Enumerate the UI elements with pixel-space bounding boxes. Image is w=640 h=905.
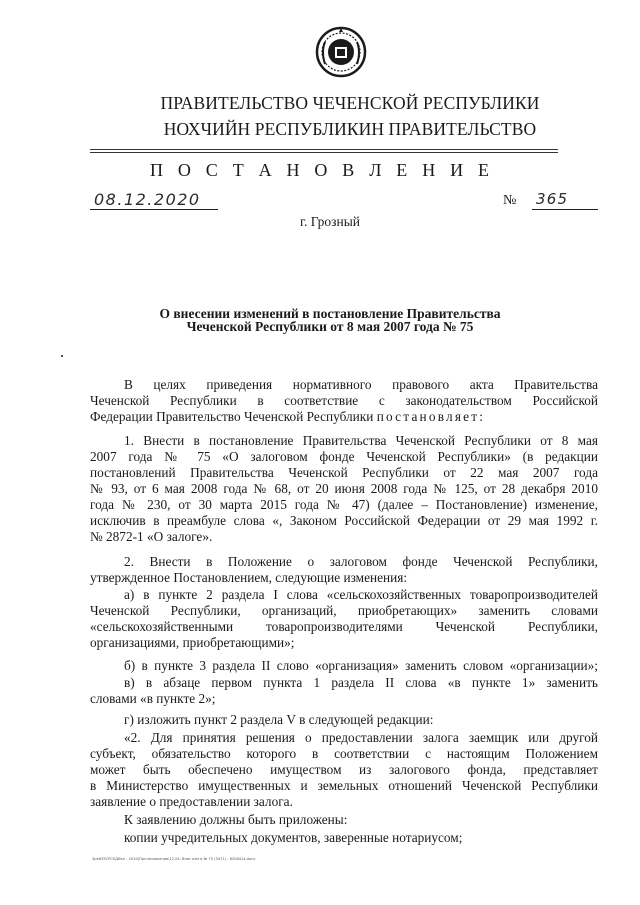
body-line: может быть обеспечено имуществом из залогового фонда, представляет: [90, 762, 598, 777]
document-type-title: П О С Т А Н О В Л Е Н И Е: [150, 160, 495, 180]
body-line: года № 230, от 30 марта 2015 года № 47) (далее – Постановление) изменение,: [90, 497, 598, 512]
body-line: копии учредительных документов, заверенные нотариусом;: [124, 830, 463, 845]
document-date-field: [90, 192, 218, 212]
document-date: 08.12.2020: [94, 190, 201, 209]
number-underline: [532, 209, 598, 210]
government-name-russian: ПРАВИТЕЛЬСТВО ЧЕЧЕНСКОЙ РЕСПУБЛИКИ: [160, 93, 540, 113]
government-name-chechen: НОХЧИЙН РЕСПУБЛИКИН ПРАВИТЕЛЬСТВО: [163, 119, 537, 139]
body-line: В целях приведения нормативного правового акта Правительства: [124, 377, 598, 392]
header-divider: [90, 152, 558, 153]
body-line: г) изложить пункт 2 раздела V в следующей редакции:: [124, 712, 434, 727]
body-line: 2. Внести в Положение о залоговом фонде Чеченской Республики,: [124, 554, 598, 569]
document-number-field: [532, 192, 598, 212]
document-subject-line: О внесении изменений в постановление Правительства: [159, 306, 501, 321]
date-underline: [90, 209, 218, 210]
document-number: 365: [536, 190, 569, 208]
body-line: организациями, приобретающими»;: [90, 635, 295, 650]
body-line: исключив в преамбуле слова «, Законом Российской Федерации от 29 мая 1992 г.: [90, 513, 598, 528]
body-line: постановлений Правительства Чеченской Республики от 22 мая 2007 года: [90, 465, 598, 480]
file-path-footer: 3ре635СРСЕДИкл - 2020\Постановления\12.04. Внес изм в № 75 (3471) - 8208414.docx: [92, 857, 256, 861]
margin-mark: [61, 355, 63, 357]
body-line: К заявлению должны быть приложены:: [124, 812, 348, 827]
body-line: в) в абзаце первом пункта 1 раздела II слова «в пункте 1» заменить: [124, 675, 598, 690]
body-line-final: [90, 409, 485, 425]
body-line: утвержденное Постановлением, следующие изменения:: [90, 570, 408, 585]
body-line: заявление о предоставлении залога.: [90, 794, 293, 809]
body-line: Чеченской Республики в соответствие с законодательством Российской: [90, 393, 598, 408]
body-line: «2. Для принятия решения о предоставлении залога заемщик или другой: [124, 730, 598, 745]
body-line: № 93, от 6 мая 2008 года № 68, от 20 июня 2008 года № 125, от 28 декабря 2010: [90, 481, 598, 496]
body-line: «сельскохозяйственными товаропроизводителями Чеченской Республики,: [90, 619, 598, 634]
body-line: № 2872-1 «О залоге».: [90, 529, 213, 544]
body-line: а) в пункте 2 раздела I слова «сельскохозяйственных товаропроизводителей: [124, 587, 598, 602]
document-subject-line: Чеченской Республики от 8 мая 2007 года № 75: [186, 319, 474, 334]
body-line: 2007 года № 75 «О залоговом фонде Чеченской Республики» (в редакции: [90, 449, 598, 464]
number-sign: №: [503, 193, 517, 208]
decree-keyword: постановляет:: [376, 409, 486, 424]
coat-of-arms-icon: [315, 22, 367, 82]
body-line: Чеченской Республики, организаций, приобретающих» заменить словами: [90, 603, 598, 618]
issue-city: г. Грозный: [299, 214, 361, 229]
body-text: Федерации Правительство Чеченской Республики: [90, 409, 374, 424]
body-line: в Министерство имущественных и земельных отношений Чеченской Республики: [90, 778, 598, 793]
body-line: 1. Внести в постановление Правительства Чеченской Республики от 8 мая: [124, 433, 598, 448]
header-divider: [90, 149, 558, 150]
body-line: субъект, обязательство которого в соответствии с настоящим Положением: [90, 746, 598, 761]
body-line: б) в пункте 3 раздела II слово «организация» заменить словом «организации»;: [124, 658, 598, 673]
body-line: словами «в пункте 2»;: [90, 691, 216, 706]
